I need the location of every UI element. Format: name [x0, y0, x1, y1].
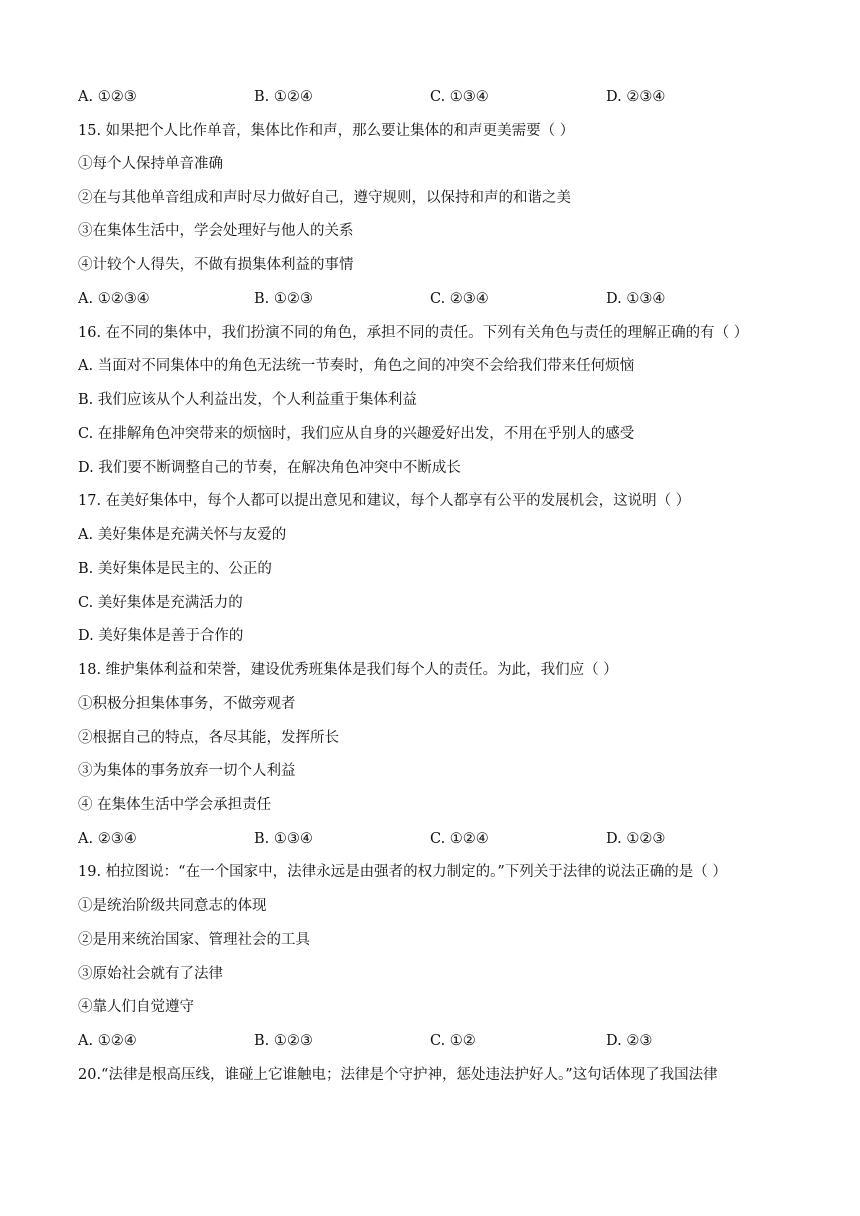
q15-option-b: B. ①②③	[254, 291, 313, 307]
q17-option-a: A. 美好集体是充满关怀与友爱的	[78, 527, 287, 543]
q19-option-b: B. ①②③	[254, 1033, 313, 1049]
q18-item-1: ①积极分担集体事务，不做旁观者	[78, 696, 296, 712]
q16-stem: 16. 在不同的集体中，我们扮演不同的角色，承担不同的责任。下列有关角色与责任的理解正确的有（ ）	[78, 325, 749, 341]
q15-options	[78, 282, 788, 316]
q17-option-d: D. 美好集体是善于合作的	[78, 628, 244, 644]
q18-stem: 18. 维护集体利益和荣誉，建设优秀班集体是我们每个人的责任。为此，我们应（ ）	[78, 662, 618, 678]
q19-options	[78, 1024, 788, 1058]
q16-option-d: D. 我们要不断调整自己的节奏，在解决角色冲突中不断成长	[78, 460, 461, 476]
q15-item-1: ①每个人保持单音准确	[78, 156, 223, 172]
q19-stem: 19. 柏拉图说：“在一个国家中，法律永远是由强者的权力制定的。”下列关于法律的说法正确的是（ ）	[78, 864, 727, 880]
q19-item-2: ②是用来统治国家、管理社会的工具	[78, 932, 310, 948]
q15-stem: 15. 如果把个人比作单音，集体比作和声，那么要让集体的和声更美需要（ ）	[78, 123, 575, 139]
q18-item-3: ③为集体的事务放弃一切个人利益	[78, 763, 296, 779]
q19-option-d: D. ②③	[606, 1033, 653, 1049]
q16-option-a: A. 当面对不同集体中的角色无法统一节奏时，角色之间的冲突不会给我们带来任何烦恼	[78, 358, 635, 374]
q16-option-b: B. 我们应该从个人利益出发，个人利益重于集体利益	[78, 392, 417, 408]
q17-stem: 17. 在美好集体中，每个人都可以提出意见和建议，每个人都享有公平的发展机会，这说明（ ）	[78, 493, 691, 509]
q16-option-c: C. 在排解角色冲突带来的烦恼时，我们应从自身的兴趣爱好出发，不用在乎别人的感受	[78, 426, 635, 442]
q20-stem: 20.“法律是根高压线，谁碰上它谁触电；法律是个守护神，惩处违法护好人。”这句话体现了我国法律	[78, 1067, 718, 1083]
q14-option-b: B. ①②④	[254, 89, 313, 105]
q15-option-c: C. ②③④	[430, 291, 489, 307]
q14-option-a: A. ①②③	[78, 89, 137, 105]
q15-option-a: A. ①②③④	[78, 291, 150, 307]
q18-options	[78, 822, 788, 856]
q15-item-4: ④计较个人得失，不做有损集体利益的事情	[78, 257, 354, 273]
q18-item-4: ④ 在集体生活中学会承担责任	[78, 797, 272, 813]
q15-item-2: ②在与其他单音组成和声时尽力做好自己，遵守规则，以保持和声的和谐之美	[78, 190, 571, 206]
q15-option-d: D. ①③④	[606, 291, 666, 307]
q14-option-c: C. ①③④	[430, 89, 489, 105]
q18-option-a: A. ②③④	[78, 831, 137, 847]
q19-item-3: ③原始社会就有了法律	[78, 966, 223, 982]
q15-item-3: ③在集体生活中，学会处理好与他人的关系	[78, 223, 354, 239]
q17-option-b: B. 美好集体是民主的、公正的	[78, 561, 272, 577]
q19-item-1: ①是统治阶级共同意志的体现	[78, 898, 267, 914]
q19-option-a: A. ①②④	[78, 1033, 137, 1049]
q19-item-4: ④靠人们自觉遵守	[78, 999, 194, 1015]
q18-item-2: ②根据自己的特点，各尽其能，发挥所长	[78, 730, 339, 746]
q14-options	[78, 80, 788, 114]
q19-option-c: C. ①②	[430, 1033, 476, 1049]
q17-option-c: C. 美好集体是充满活力的	[78, 595, 243, 611]
q14-option-d: D. ②③④	[606, 89, 666, 105]
q18-option-c: C. ①②④	[430, 831, 489, 847]
q18-option-d: D. ①②③	[606, 831, 666, 847]
q18-option-b: B. ①③④	[254, 831, 313, 847]
